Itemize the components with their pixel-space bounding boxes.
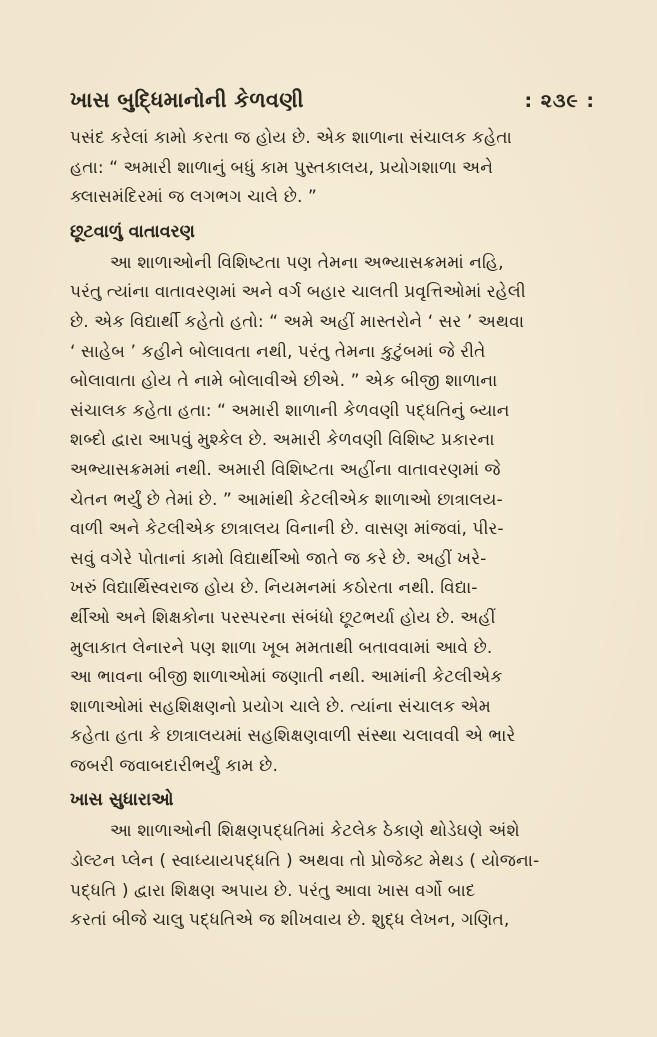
text-line: આ શાળાઓની શિક્ષણપદ્ધતિમાં કેટલેક ઠેકાણે થોડેઘણે અંશે xyxy=(110,821,520,842)
page-body xyxy=(70,124,605,936)
text-line: શબ્દો દ્વારા આપવું મુશ્કેલ છે. અમારી કેળવણી વિશિષ્ટ પ્રકારના xyxy=(70,430,495,451)
text-line: ર્થીઓ અને શિક્ષકોના પરસ્પરના સંબંધો છૂટભર્યા હોય છે. અહીં xyxy=(70,607,496,628)
text-line: કહેતા હતા કે છાત્રાલયમાં સહશિક્ષણવાળી સંસ્થા ચલાવવી એ ભારે xyxy=(70,726,516,747)
text-line: કરતાં બીજે ચાલુ પદ્ધતિએ જ શીખવાય છે. શુદ્ધ લેખન, ગણિત, xyxy=(70,910,510,931)
page-number: : ૨૩૯ : xyxy=(524,90,595,112)
text-line: સવું વગેરે પોતાનાં કામો વિદ્યાર્થીઓ જાતે જ કરે છે. અહીં ખરે- xyxy=(70,548,487,569)
paragraph-continuation xyxy=(70,124,605,213)
text-line: હતા: “ અમારી શાળાનું બધું કામ પુસ્તકાલય, પ્રયોગશાળા અને xyxy=(70,157,494,178)
section-heading-free-environment: છૂટવાળું વાતાવરણ xyxy=(70,221,195,242)
text-line: સંચાલક કહેતા હતા: “ અમારી શાળાની કેળવણી પદ્ધતિનું બ્યાન xyxy=(70,400,510,421)
text-line: શાળાઓમાં સહશિક્ષણનો પ્રયોગ ચાલે છે. ત્યાંના સંચાલક એમ xyxy=(70,696,491,717)
text-line: પદ્ધતિ ) દ્વારા શિક્ષણ અપાય છે. પરંતુ આવા ખાસ વર્ગો બાદ xyxy=(70,880,476,901)
text-line: જબરી જવાબદારીભર્યું કામ છે. xyxy=(70,755,278,776)
running-title: ખાસ બુદ્ધિમાનોની કેળવણી xyxy=(70,88,304,112)
text-line: ચેતન ભર્યું છે તેમાં છે. ” આમાંથી કેટલીએક શાળાઓ છાત્રાલય- xyxy=(70,489,503,510)
text-line: ખરું વિદ્યાર્થિસ્વરાજ હોય છે. નિયમનમાં કઠોરતા નથી. વિદ્યા- xyxy=(70,578,478,599)
text-line: ક્લાસમંદિરમાં જ લગભગ ચાલે છે. ” xyxy=(70,187,317,208)
text-line: આ ભાવના બીજી શાળાઓમાં જણાતી નથી. આમાંની કેટલીએક xyxy=(70,667,503,688)
text-line: અભ્યાસક્રમમાં નથી. અમારી વિશિષ્ટતા અહીંના વાતાવરણમાં જે xyxy=(70,459,501,480)
text-line: પસંદ કરેલાં કામો કરતા જ હોય છે. એક શાળાના સંચાલક કહેતા xyxy=(70,128,512,148)
text-line: ડોલ્ટન પ્લેન ( સ્વાધ્યાયપદ્ધતિ ) અથવા તો પ્રોજેક્ટ મેથડ ( યોજના- xyxy=(70,851,540,872)
text-line: ‘ સાહેબ ’ કહીને બોલાવતા નથી, પરંતુ તેમના કુટુંબમાં જે રીતે xyxy=(70,341,486,362)
text-line: બોલાવાતા હોય તે નામે બોલાવીએ છીએ. ” એક બીજી શાળાના xyxy=(70,371,498,392)
page-header xyxy=(70,88,595,122)
paragraph-reforms xyxy=(70,817,605,935)
text-line: પરંતુ ત્યાંના વાતાવરણમાં અને વર્ગ બહાર ચાલતી પ્રવૃત્તિઓમાં રહેલી xyxy=(70,282,526,303)
text-line: વાળી અને કેટલીએક છાત્રાલય વિનાની છે. વાસણ માંજવાં, પીર- xyxy=(70,519,504,540)
text-line: આ શાળાઓની વિશિષ્ટતા પણ તેમના અભ્યાસક્રમમાં નહિ, xyxy=(110,252,504,273)
section-heading-special-reforms: ખાસ સુધારાઓ xyxy=(70,790,174,811)
paragraph-environment xyxy=(70,249,605,782)
text-line: મુલાકાત લેનારને પણ શાળા ખૂબ મમતાથી બતાવવામાં આવે છે. xyxy=(70,637,493,658)
text-line: છે. એક વિદ્યાર્થી કહેતો હતો: “ અમે અહીં માસ્તરોને ‘ સર ’ અથવા xyxy=(70,311,525,332)
